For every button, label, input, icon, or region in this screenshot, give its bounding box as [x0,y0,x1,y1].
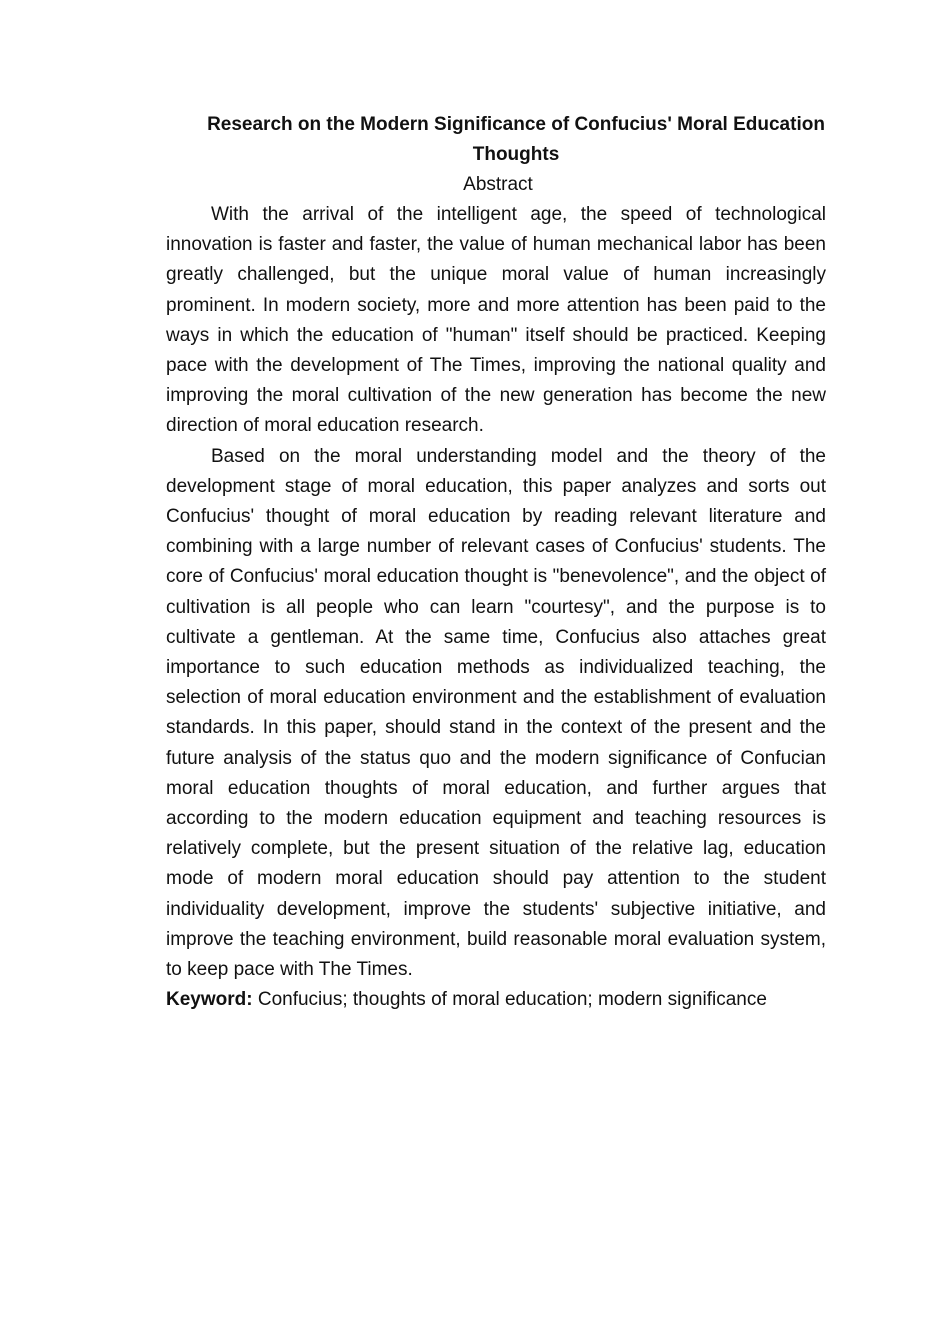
abstract-heading: Abstract [463,174,533,195]
document-body [166,110,826,1015]
document-title: Research on the Modern Significance of Confucius' Moral Education Thoughts [207,114,825,165]
keywords-label: Keyword: [166,989,253,1011]
abstract-paragraph-2: Based on the moral understanding model and the theory of the development stage of moral education, this paper analyzes and sorts out Confucius' thought of moral education by reading relevant literature and combining with a large number of relevant cases of Confucius' students. The core of Confucius' moral education thought is "benevolence", and the object of cultivation is all people who can learn "courtesy", and the purpose is to cultivate a gentleman. At the same time, Confucius also attaches great importance to such education methods as individualized teaching, the selection of moral education environment and the establishment of evaluation standards. In this paper, should stand in the context of the present and the future analysis of the status quo and the modern significance of Confucian moral education thoughts of moral education, and further argues that according to the modern education equipment and teaching resources is relatively complete, but the present situation of the relative lag, education mode of modern moral education should pay attention to the student individuality development, improve the students' subjective initiative, and improve the teaching environment, build reasonable moral evaluation system, to keep pace with The Times. [166,445,826,981]
abstract-paragraph-1: With the arrival of the intelligent age, the speed of technological innovation is faster and faster, the value of human mechanical labor has been greatly challenged, but the unique moral value of human increasingly prominent. In modern society, more and more attention has been paid to the ways in which the education of "human" itself should be practiced. Keeping pace with the development of The Times, improving the national quality and improving the moral cultivation of the new generation has become the new direction of moral education research. [166,204,826,437]
keywords-text: Confucius; thoughts of moral education; modern significance [252,989,767,1011]
keywords-line [166,985,826,1015]
